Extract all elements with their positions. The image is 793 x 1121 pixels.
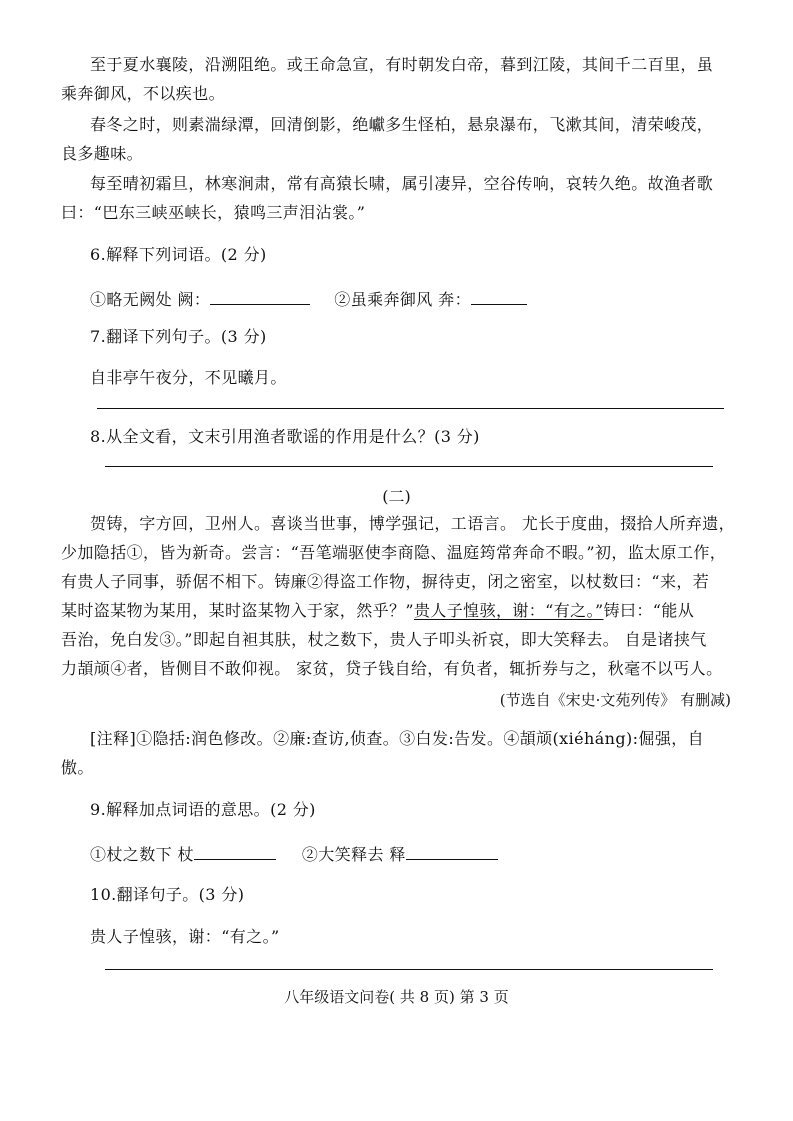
question-6-item-2: ②虽乘奔御风 奔： [334,290,471,309]
question-9-title: 9.解释加点词语的意思。(2 分) [90,800,316,819]
question-7-title: 7.翻译下列句子。(3 分) [90,327,267,346]
passage-line: 吾治，免白发③。”即起自袒其肤，杖之数下，贵人子叩头祈哀，即大笑释去。 自是诸挟气 [61,630,707,649]
answer-line[interactable] [97,408,724,409]
question-10-sentence: 贵人子惶骇，谢：“有之。” [90,927,280,946]
annotation-line: 傲。 [61,758,94,777]
passage-line: 贺铸，字方回，卫州人。喜谈当世事，博学强记，工语言。 尤长于度曲，掇拾人所弃遗， [90,514,736,533]
passage-line: 每至晴初霜旦，林寒涧肃，常有高猿长啸，属引凄异，空谷传响，哀转久绝。故渔者歌 [90,174,714,193]
passage-text: 铸曰：“能从 [603,601,695,620]
question-8-title: 8.从全文看，文末引用渔者歌谣的作用是什么？(3 分) [90,427,480,446]
annotation-line: [注释]①隐括:润色修改。②廉:查访,侦查。③白发:告发。④頡颃(xiéháng):倔强，自 [90,729,705,748]
answer-blank[interactable] [471,288,527,305]
passage-line: 春冬之时，则素湍绿潭，回清倒影，绝巘多生怪柏，悬泉瀑布，飞漱其间，清荣峻茂， [90,115,714,134]
answer-line[interactable] [105,969,713,970]
passage-line: 力頡颃④者，皆侧目不敢仰视。 家贫，贷子钱自给，有负者，辄折券与之，秋毫不以丐人。 [61,659,723,678]
passage-line: 乘奔御风，不以疾也。 [61,84,226,103]
question-9-item-1: ①杖之数下 杖 [90,845,194,864]
answer-blank[interactable] [194,843,276,860]
question-6-items [90,288,527,310]
passage-line: 良多趣味。 [61,144,144,163]
answer-blank[interactable] [210,288,310,305]
question-7-sentence: 自非亭午夜分，不见曦月。 [90,368,287,387]
answer-blank[interactable] [406,843,498,860]
question-6-title: 6.解释下列词语。(2 分) [90,245,267,264]
question-6-item-1: ①略无阙处 阙： [90,290,211,309]
passage-line: 至于夏水襄陵，沿溯阻绝。或王命急宣，有时朝发白帝，暮到江陵，其间千二百里，虽 [90,55,714,74]
passage-line: 曰：“巴东三峡巫峡长，猿鸣三声泪沾裳。” [61,203,366,222]
passage-text: 某时盗某物为某用，某时盗某物入于家，然乎？” [61,601,414,620]
question-9-items [90,843,498,865]
question-10-title: 10.翻译句子。(3 分) [90,885,245,904]
question-9-item-2: ②大笑释去 释 [301,845,406,864]
passage-line [61,601,694,621]
section-heading: (二) [382,487,411,506]
page-footer: 八年级语文问卷( 共 8 页) 第 3 页 [284,988,509,1006]
passage-line: 有贵人子同事，骄倨不相下。铸廉②得盗工作物，摒待吏，闭之密室，以杖数曰：“来，若 [61,572,710,591]
passage-line: 少加隐括①，皆为新奇。尝言：“吾笔端驱使李商隐、温庭筠常奔命不暇。”初，监太原工作， [61,543,727,562]
answer-line[interactable] [105,466,713,467]
source-citation: (节选自《宋史·文苑列传》 有删减) [499,691,731,709]
underlined-sentence: 贵人子惶骇，谢：“有之。” [413,601,604,620]
